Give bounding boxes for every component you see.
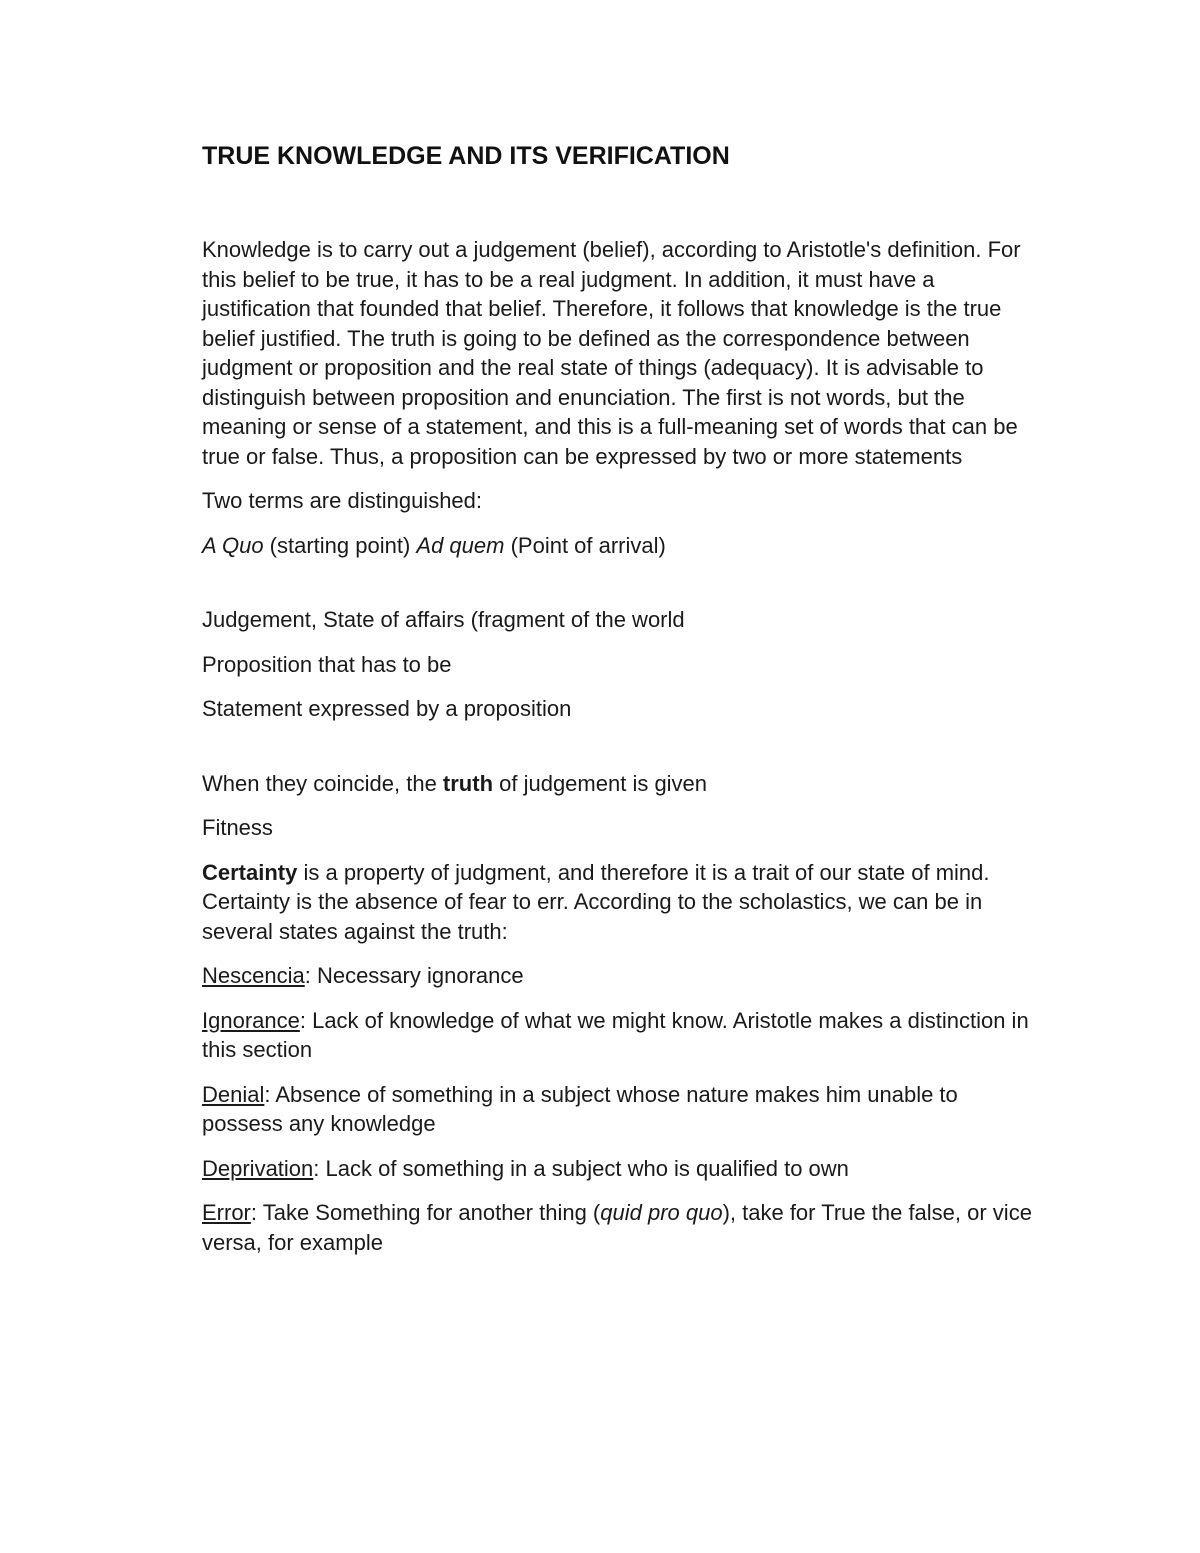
document-title: TRUE KNOWLEDGE AND ITS VERIFICATION <box>202 142 730 170</box>
state-term: Denial <box>202 1081 265 1107</box>
truth-after: of judgement is given <box>493 770 708 796</box>
state-item <box>202 1006 1032 1065</box>
fitness-paragraph: Fitness <box>202 815 273 840</box>
state-term: Ignorance <box>202 1007 300 1033</box>
error-after: ), take for True the false, or vice versa, for example <box>202 1200 1032 1255</box>
error-before: : Take Something for another thing ( <box>250 1200 601 1225</box>
pair-line: Proposition that has to be <box>202 651 452 677</box>
state-term: Nescencia <box>202 963 305 988</box>
certainty-text: is a property of judgment, and therefore it is a trait of our state of mind. Certainty is the absence of fear to err. According to the scholastics, we can be in several states against the truth: <box>202 859 990 944</box>
state-item <box>202 961 1032 991</box>
error-item <box>202 1198 1032 1257</box>
state-description: : Lack of knowledge of what we might know. Aristotle makes a distinction in this section <box>202 1007 1029 1062</box>
error-term: Error <box>202 1200 251 1225</box>
a-quo-description: (starting point) <box>263 532 417 558</box>
truth-paragraph <box>202 769 1032 799</box>
state-item <box>202 1080 1032 1139</box>
two-terms-paragraph: Two terms are distinguished: <box>202 488 483 513</box>
pair-line: Judgement, State of affairs (fragment of the world <box>202 607 685 632</box>
state-description: : Absence of something in a subject whose nature makes him unable to possess any knowledge <box>202 1081 958 1136</box>
state-item <box>202 1154 1032 1184</box>
state-description: : Lack of something in a subject who is qualified to own <box>313 1155 849 1181</box>
pair-line: Statement expressed by a proposition <box>202 696 572 721</box>
a-quo-term: A Quo <box>202 532 264 558</box>
ad-quem-description: (Point of arrival) <box>504 532 666 558</box>
intro-paragraph: Knowledge is to carry out a judgement (belief), according to Aristotle's definition. For this belief to be true, it has to be a real judgment. In addition, it must have a justification that founded that belief. Therefore, it follows that knowledge is the true belief justified. The truth is going to be defined as the correspondence between judgment or proposition and the real state of things (adequacy). It is advisable to distinguish between proposition and enunciation. The first is not words, but the meaning or sense of a statement, and this is a full-meaning set of words that can be true or false. Thus, a proposition can be expressed by two or more statements <box>202 237 1021 469</box>
truth-bold: truth <box>442 770 494 796</box>
state-description: : Necessary ignorance <box>304 963 524 988</box>
state-term: Deprivation <box>202 1155 314 1181</box>
truth-before: When they coincide, the <box>202 770 443 796</box>
terms-line <box>202 531 1032 561</box>
document-body <box>202 140 1032 1257</box>
ad-quem-term: Ad quem <box>416 532 505 558</box>
certainty-paragraph <box>202 858 1032 947</box>
error-italic: quid pro quo <box>600 1200 723 1225</box>
certainty-bold: Certainty <box>202 859 298 885</box>
